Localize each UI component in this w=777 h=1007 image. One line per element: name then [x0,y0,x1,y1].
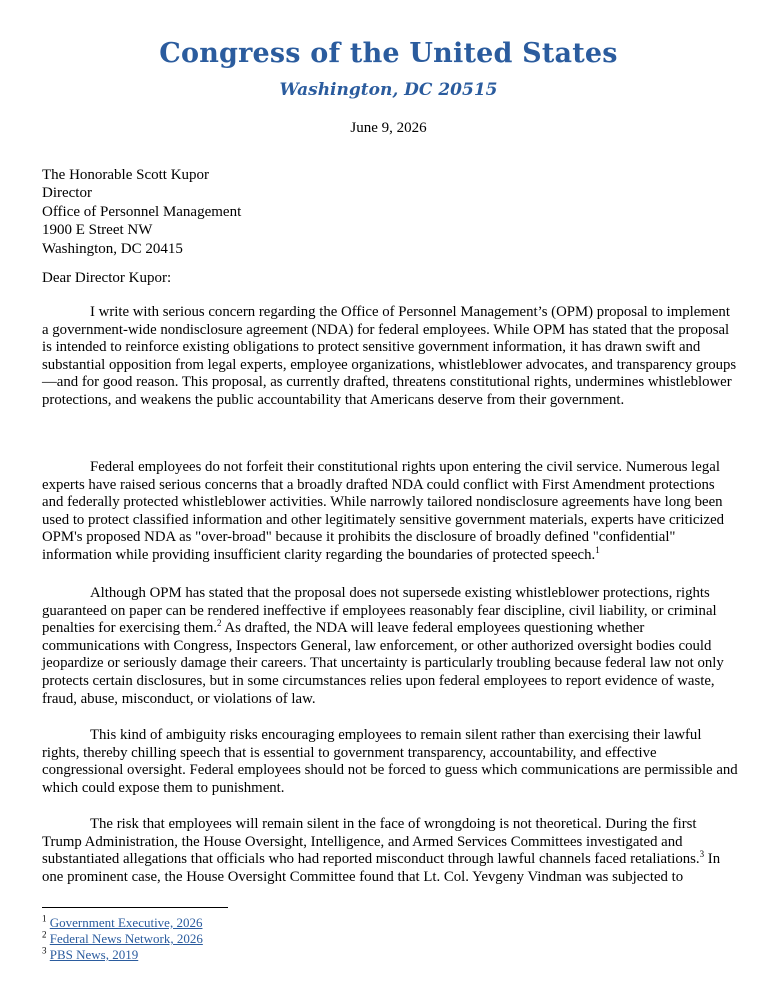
salutation: Dear Director Kupor: [42,270,172,286]
footnote-1 [42,915,203,931]
footnote-link-2[interactable]: Federal News Network, 2026 [49,931,203,946]
footnote-ref-1[interactable]: 1 [595,545,600,556]
recipient-office: Office of Personnel Management [42,203,242,220]
footnote-number: 3 [42,945,47,956]
letterhead-title: Congress of the United States [159,38,618,69]
paragraph-text-cont: In one prominent case, the House Oversight Committee found that Lt. Col. Yevgeny Vindman was subjected to [42,851,721,885]
footnote-link-3[interactable]: PBS News, 2019 [49,947,139,962]
paragraph-text-cont: As drafted, the NDA will leave federal employees questioning whether communications with Congress, Inspectors General, law enforcement, or other authorized oversight bodies could jeopardize or seriously damage their careers. That uncertainty is particularly troubling because federal law not only protects certain disclosures, but in some circumstances relies upon federal employees to report evidence of waste, fraud, abuse, misconduct, or violations of law. [42,620,724,707]
footnote-2 [42,931,203,947]
paragraph-text: Federal employees do not forfeit their constitutional rights upon entering the civil service. Numerous legal experts have raised serious concerns that a broadly drafted NDA could conflict with First Amendment protections and federally protected whistleblower activities. While narrowly tailored nondisclosure agreements have long been used to protect classified information and other legitimately sensitive government materials, experts have criticized OPM's proposed NDA as "over-broad" because it prohibits the disclosure of broadly defined "confidential" information while providing insufficient clarity regarding the boundaries of protected speech. [42,459,725,563]
body-paragraph-5 [42,816,738,886]
letter-date: June 9, 2026 [350,120,427,136]
paragraph-text: I write with serious concern regarding the Office of Personnel Management’s (OPM) proposal to implement a government-wide nondisclosure agreement (NDA) for federal employees. While OPM has stated that the proposal is intended to reinforce existing obligations to protect sensitive government information, it has drawn swift and substantial opposition from legal experts, employee organizations, whistleblower advocates, and transparency groups—and for good reason. This proposal, as currently drafted, threatens constitutional rights, undermines whistleblower protections, and weakens the public accountability that Americans deserve from their government. [42,304,737,408]
footnote-divider [42,907,228,908]
footnote-number: 1 [42,913,47,924]
footnote-ref-3[interactable]: 3 [699,849,705,860]
body-paragraph-1 [42,304,738,410]
footnote-3 [42,947,203,963]
paragraph-text: Although OPM has stated that the proposal does not supersede existing whistleblower protections, rights guaranteed on paper can be rendered ineffective if employees reasonably fear discipline, civil liability, or criminal penalties for exercising them. [42,585,717,637]
footnote-link-1[interactable]: Government Executive, 2026 [49,915,203,930]
footnote-ref-2[interactable]: 2 [217,618,222,629]
recipient-name: The Honorable Scott Kupor [42,167,210,183]
footnotes [42,915,203,963]
body-paragraph-3 [42,585,738,708]
body-paragraph-4 [42,727,738,797]
recipient-title: Director [42,185,92,202]
recipient-address [42,166,241,258]
recipient-city: Washington, DC 20415 [42,240,183,257]
recipient-street: 1900 E Street NW [42,222,153,239]
paragraph-text: The risk that employees will remain silent in the face of wrongdoing is not theoretical. During the first Trump Administration, the House Oversight, Intelligence, and Armed Services Committees investigated and substantiated allegations that officials who had reported misconduct through lawful channels faced retaliations. [42,816,700,868]
footnote-number: 2 [42,929,47,940]
letterhead-subtitle: Washington, DC 20515 [279,80,498,100]
body-paragraph-2 [42,459,738,565]
paragraph-text: This kind of ambiguity risks encouraging employees to remain silent rather than exercising their lawful rights, thereby chilling speech that is essential to government transparency, accountability, and effective congressional oversight. Federal employees should not be forced to guess which communications are permissible and which could expose them to punishment. [42,727,738,796]
